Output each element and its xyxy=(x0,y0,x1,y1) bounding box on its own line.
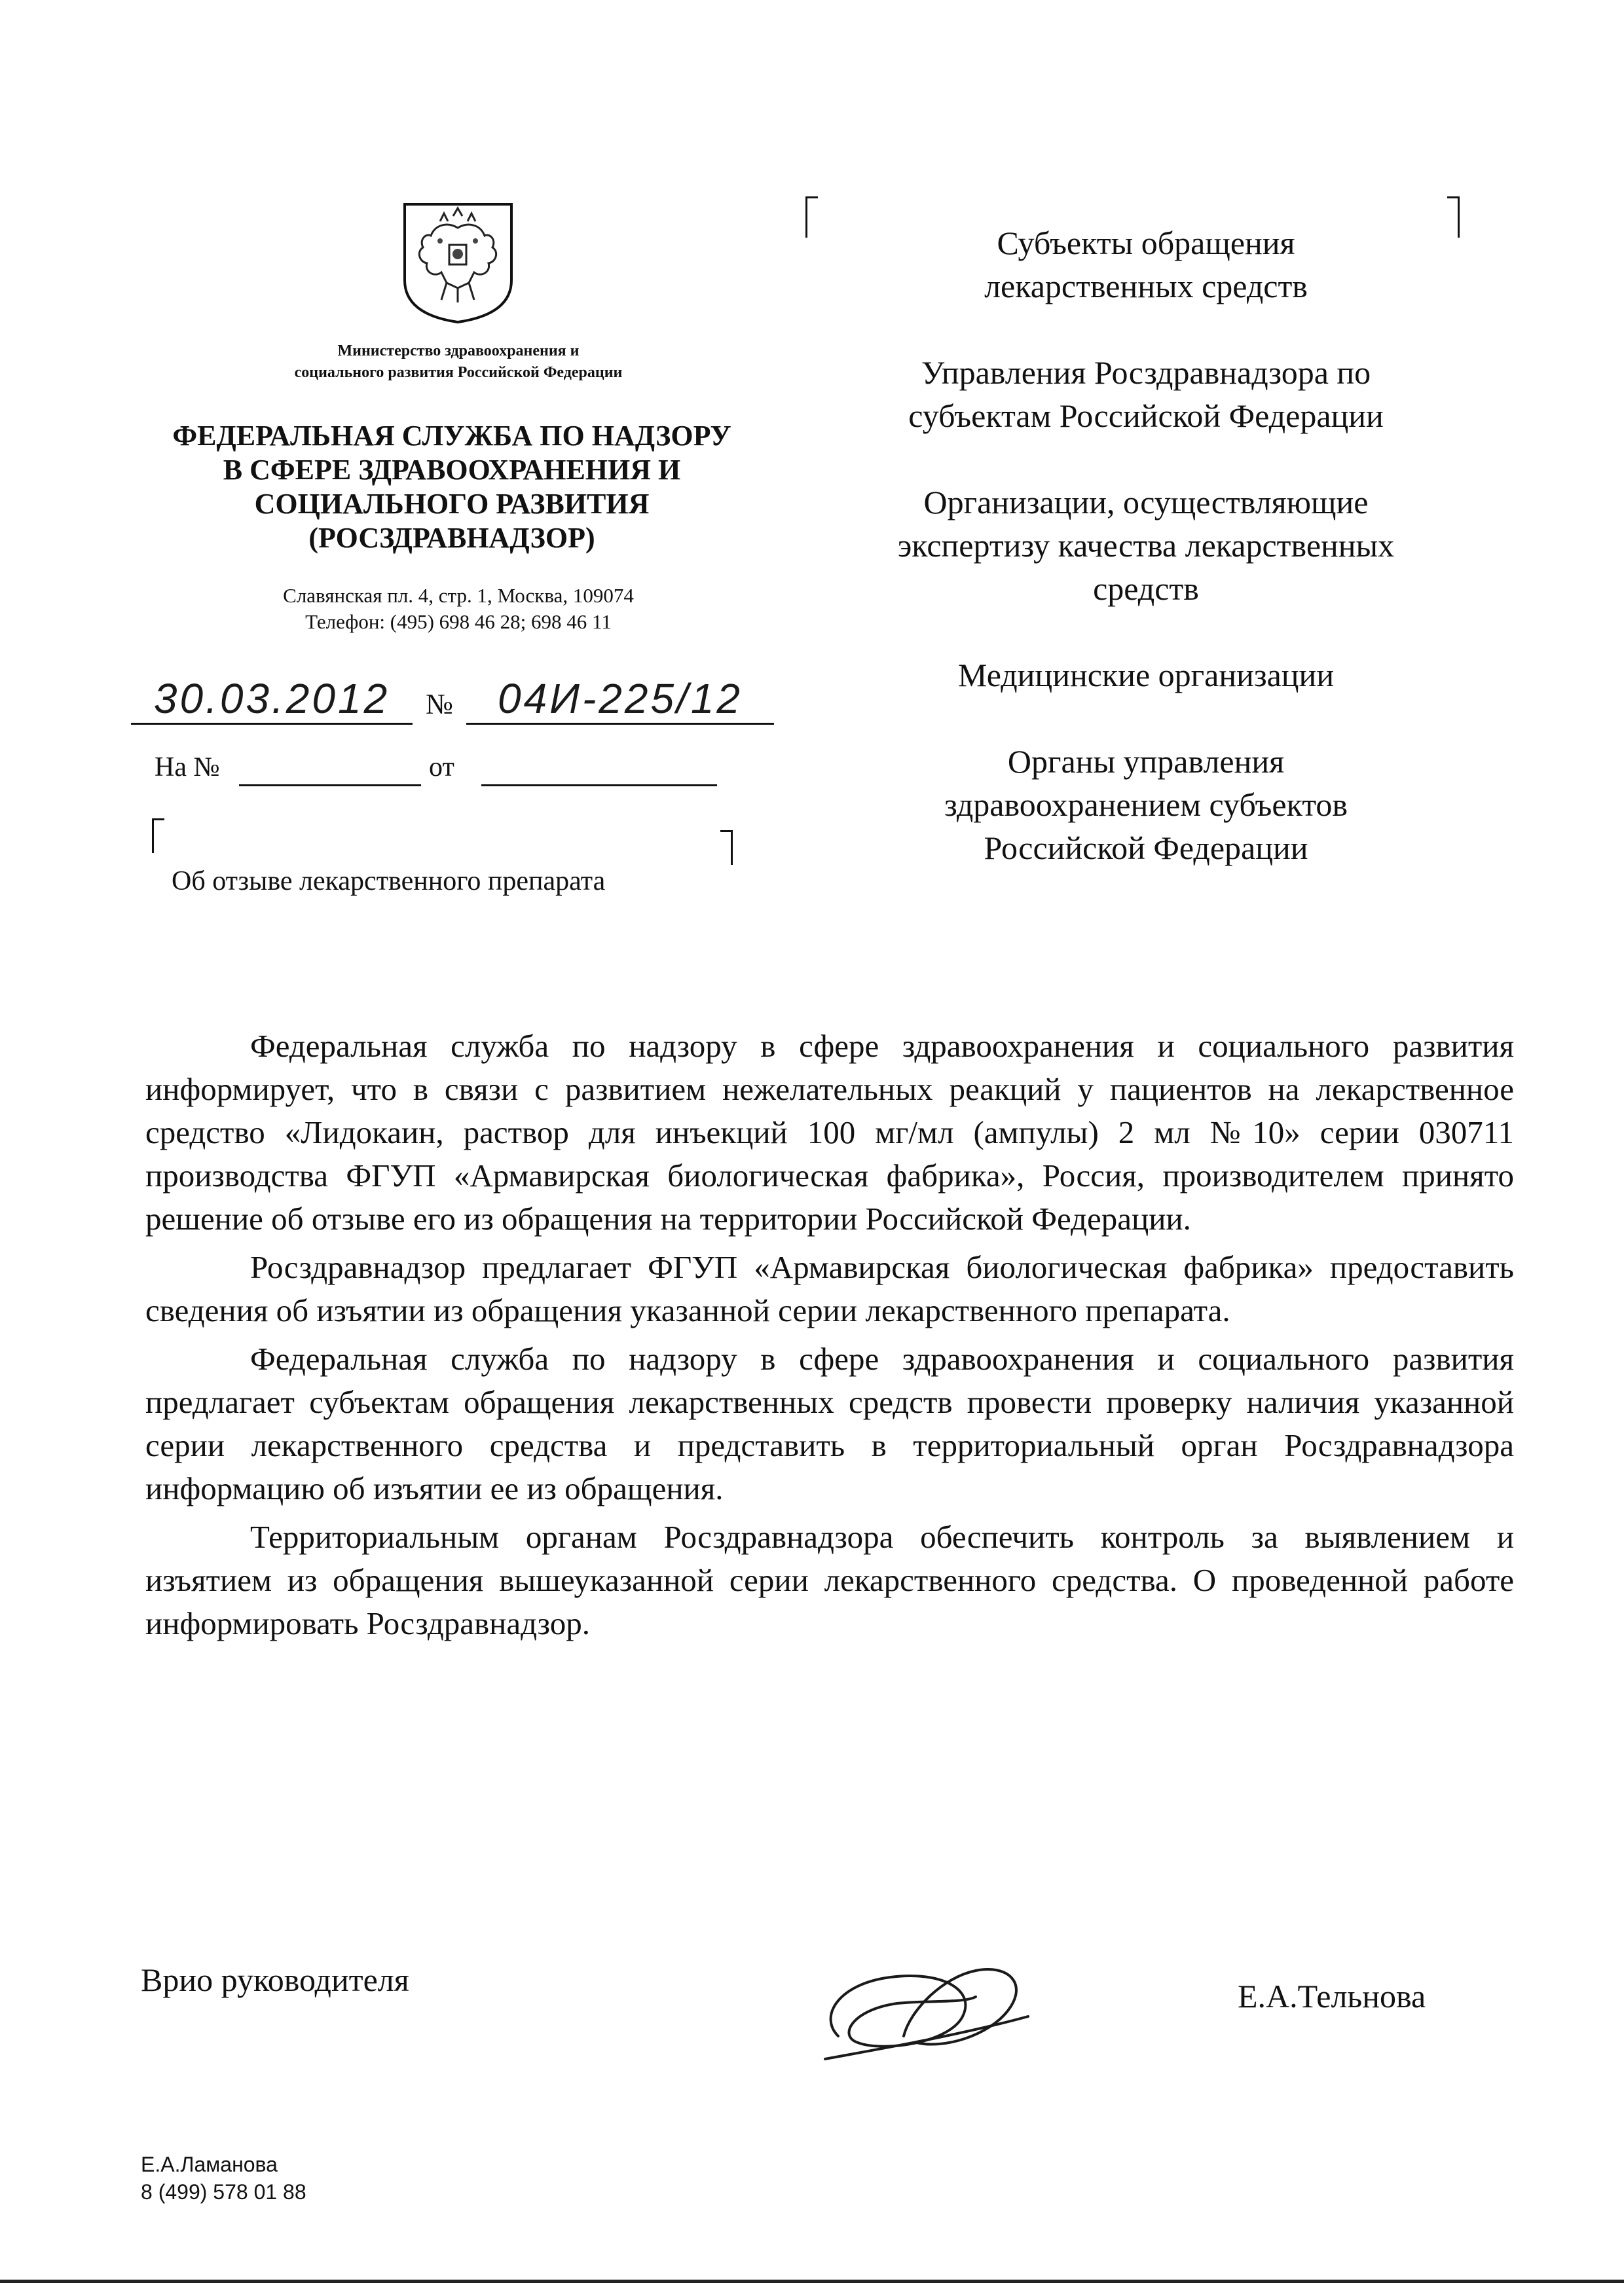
reply-date-blank xyxy=(481,784,717,786)
addressee-item: Медицинские организации xyxy=(957,657,1335,693)
body-paragraph: Росздравнадзор предлагает ФГУП «Армавирская биологическая фабрика» предоставить сведения об изъятии из обращения указанной серии лекарственного препарата. xyxy=(145,1249,1514,1328)
body-paragraph: Федеральная служба по надзору в сфере здравоохранения и социального развития информирует, что в связи с развитием нежелательных реакций у пациентов на лекарственное средство «Лидокаин, раствор для инъекций 100 мг/мл (ампулы) 2 мл №10» серии 030711 производства ФГУП «Армавирская биологическая фабрика», Россия, производителем принято решение об отзыве его из обращения на территории Российской Федерации. xyxy=(145,1028,1514,1237)
registration-date: 30.03.2012 xyxy=(131,674,413,725)
agency-name: ФЕДЕРАЛЬНАЯ СЛУЖБА ПО НАДЗОРУ В СФЕРЕ ЗДРАВООХРАНЕНИЯ И СОЦИАЛЬНОГО РАЗВИТИЯ (РОСЗДРАВНАДЗОР) xyxy=(172,420,731,554)
addressee-item: Управления Росздравнадзора по субъектам Российской Федерации xyxy=(908,354,1384,434)
signatory-title: Врио руководителя xyxy=(141,1961,409,1998)
subject-corner-left xyxy=(152,818,164,853)
executor-phone: 8 (499) 578 01 88 xyxy=(141,2180,306,2204)
reply-to-label: На № xyxy=(155,752,220,782)
addressee-list xyxy=(799,221,1493,913)
subject-line: Об отзыве лекарственного препарата xyxy=(172,866,606,896)
agency-address xyxy=(164,583,753,635)
addressee-item: Органы управления здравоохранением субъектов Российской Федерации xyxy=(944,743,1348,866)
letter-body xyxy=(145,1025,1514,1650)
ministry-name: Министерство здравоохранения и социального развития Российской Федерации xyxy=(294,342,623,381)
coat-of-arms-icon xyxy=(401,202,515,325)
signatory-name: Е.А.Тельнова xyxy=(1238,1978,1426,2014)
handwritten-signature-icon xyxy=(812,1938,1048,2075)
registration-number: 04И-225/12 xyxy=(466,674,774,725)
page-bottom-rule xyxy=(0,2280,1624,2283)
addressee-item: Организации, осуществляющие экспертизу качества лекарственных средств xyxy=(897,484,1395,607)
reply-number-blank xyxy=(239,784,421,786)
number-sign: № xyxy=(426,688,453,720)
executor-block xyxy=(141,2151,306,2206)
body-paragraph: Территориальным органам Росздравнадзора обеспечить контроль за выявлением и изъятием из обращения вышеуказанной серии лекарственного средства. О проведенной работе информировать Росздравнадзор. xyxy=(145,1519,1514,1641)
executor-name: Е.А.Ламанова xyxy=(141,2153,278,2176)
addressee-item: Субъекты обращения лекарственных средств xyxy=(984,225,1308,304)
body-paragraph: Федеральная служба по надзору в сфере здравоохранения и социального развития предлагает субъектам обращения лекарственных средств провести проверку наличия указанной серии лекарственного средства и представить в территориальный орган Росздравнадзора информацию об изъятии ее из обращения. xyxy=(145,1341,1514,1506)
subject-corner-right xyxy=(720,830,733,865)
from-label: от xyxy=(429,752,454,782)
address-line: Славянская пл. 4, стр. 1, Москва, 109074 xyxy=(283,584,634,607)
phone-line: Телефон: (495) 698 46 28; 698 46 11 xyxy=(305,610,612,633)
